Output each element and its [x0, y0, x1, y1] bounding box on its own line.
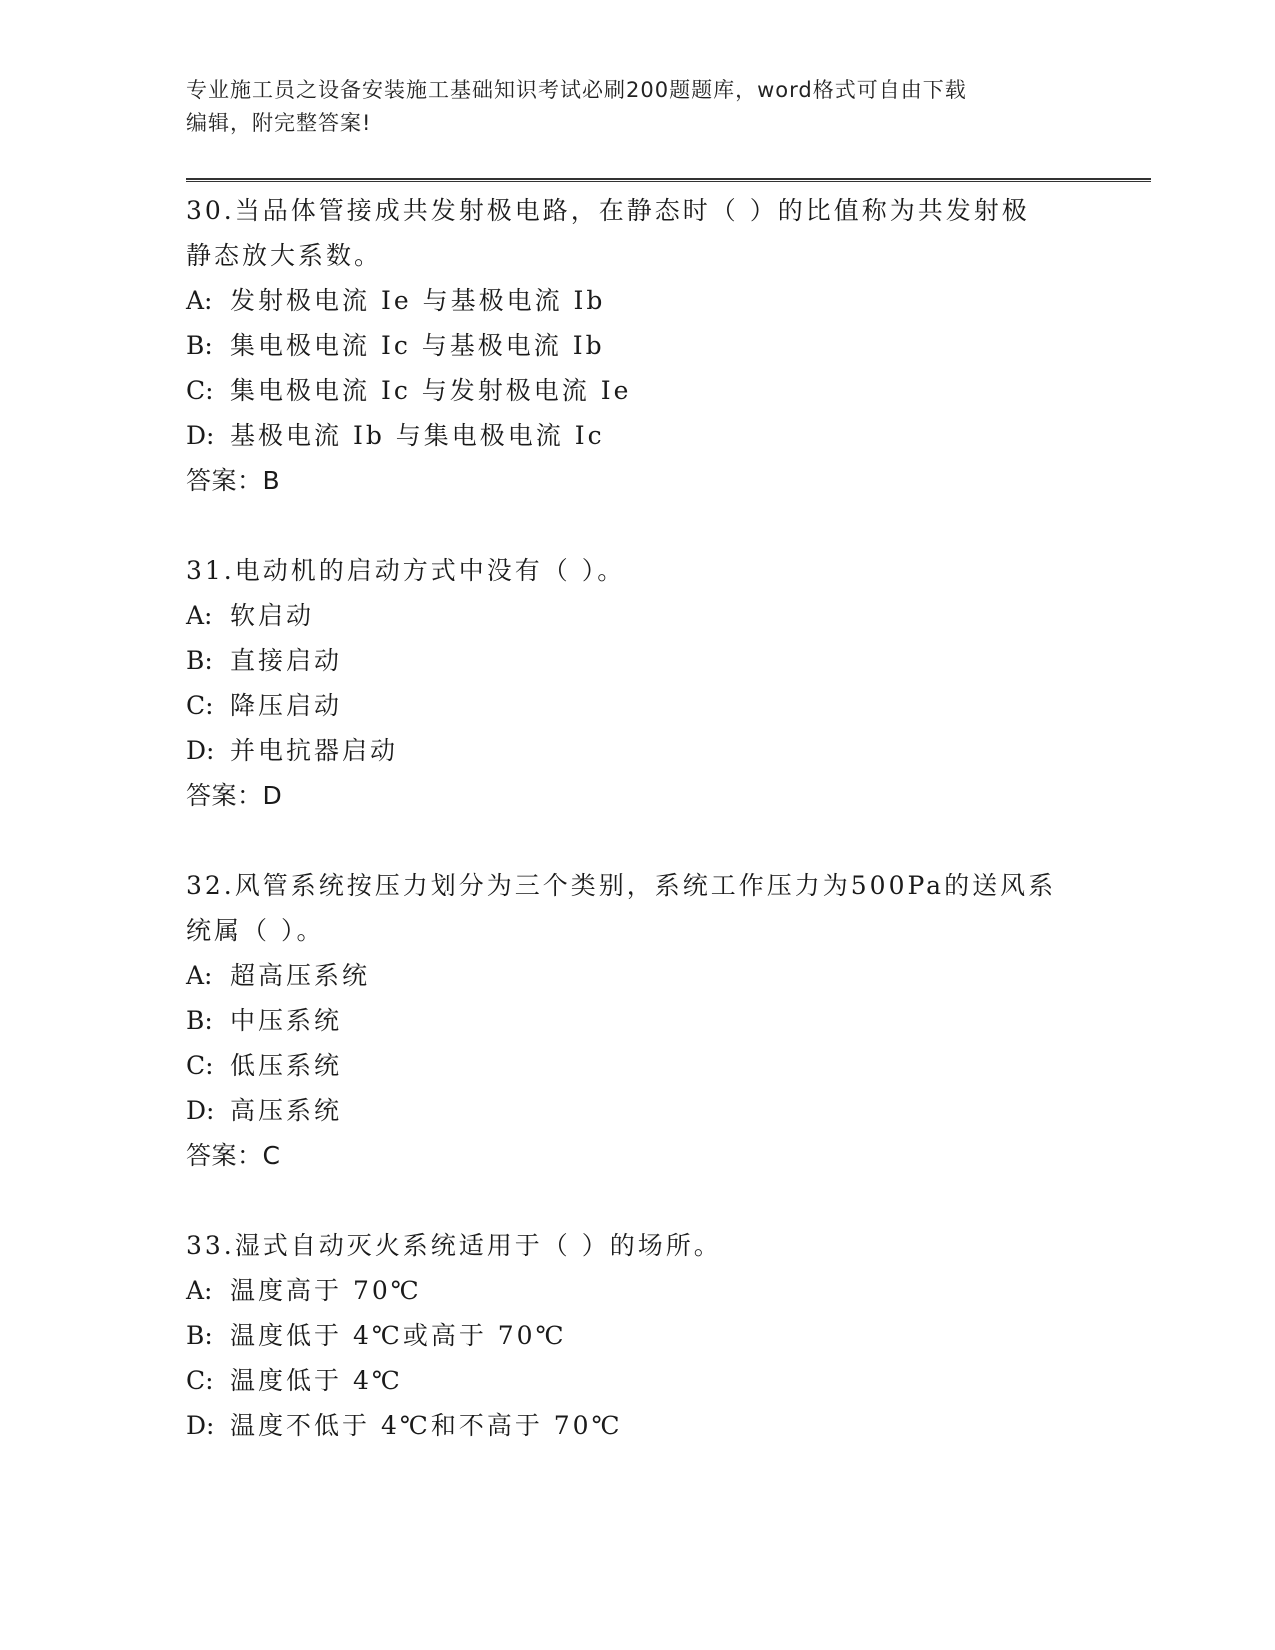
option-text: 软启动	[230, 601, 315, 630]
question-31	[186, 548, 1076, 818]
option-b	[186, 998, 1076, 1043]
option-text: 温度不低于 4℃和不高于 70℃	[230, 1411, 623, 1440]
question-stem-line-2: 静态放大系数。	[186, 241, 383, 270]
option-letter: C:	[186, 1051, 214, 1080]
question-stem-line-2: 统属（ ）。	[186, 916, 325, 945]
option-c	[186, 1043, 1076, 1088]
option-text: 低压系统	[230, 1051, 343, 1080]
option-letter: D:	[186, 1411, 215, 1440]
option-letter: A:	[186, 1276, 213, 1305]
option-text: 超高压系统	[230, 961, 371, 990]
question-33	[186, 1223, 1076, 1448]
option-letter: B:	[186, 331, 213, 360]
option-text: 高压系统	[230, 1096, 343, 1125]
option-b	[186, 323, 1076, 368]
question-stem-line-1: 30.当品体管接成共发射极电路，在静态时（ ）的比值称为共发射极	[186, 196, 1030, 225]
option-text: 降压启动	[230, 691, 343, 720]
option-letter: D:	[186, 1096, 215, 1125]
option-a	[186, 593, 1076, 638]
option-letter: C:	[186, 1366, 214, 1395]
question-list	[186, 188, 1076, 1493]
option-text: 基极电流 Ib 与集电极电流 Ic	[230, 421, 605, 450]
option-letter: B:	[186, 1006, 213, 1035]
answer-label: 答案：B	[186, 466, 281, 495]
option-text: 直接启动	[230, 646, 343, 675]
option-letter: C:	[186, 691, 214, 720]
option-b	[186, 1313, 1076, 1358]
question-32	[186, 863, 1076, 1178]
option-text: 发射极电流 Ie 与基极电流 Ib	[230, 286, 606, 315]
answer-label: 答案：D	[186, 781, 283, 810]
option-d	[186, 1403, 1076, 1448]
option-letter: C:	[186, 376, 214, 405]
question-stem-line-1: 33.湿式自动灭火系统适用于（ ）的场所。	[186, 1231, 722, 1260]
option-d	[186, 413, 1076, 458]
option-letter: D:	[186, 421, 215, 450]
option-text: 温度低于 4℃或高于 70℃	[230, 1321, 567, 1350]
option-c	[186, 683, 1076, 728]
option-text: 集电极电流 Ic 与基极电流 Ib	[230, 331, 605, 360]
header-line-2: 编辑，附完整答案!	[186, 111, 372, 135]
option-text: 并电抗器启动	[230, 736, 399, 765]
option-d	[186, 1088, 1076, 1133]
header-line-1: 专业施工员之设备安装施工基础知识考试必刷200题题库，word格式可自由下载	[186, 78, 967, 102]
option-a	[186, 1268, 1076, 1313]
question-stem-line-1: 31.电动机的启动方式中没有（ ）。	[186, 556, 626, 585]
option-d	[186, 728, 1076, 773]
option-a	[186, 278, 1076, 323]
option-letter: B:	[186, 646, 213, 675]
option-letter: A:	[186, 961, 213, 990]
option-letter: A:	[186, 286, 213, 315]
question-stem-line-1: 32.风管系统按压力划分为三个类别，系统工作压力为500Pa的送风系	[186, 871, 1057, 900]
option-c	[186, 368, 1076, 413]
option-a	[186, 953, 1076, 998]
answer-label: 答案：C	[186, 1141, 281, 1170]
option-letter: A:	[186, 601, 213, 630]
option-text: 温度高于 70℃	[230, 1276, 422, 1305]
header-divider	[186, 178, 1151, 182]
option-text: 集电极电流 Ic 与发射极电流 Ie	[230, 376, 632, 405]
document-header	[186, 74, 1066, 140]
option-letter: B:	[186, 1321, 213, 1350]
option-c	[186, 1358, 1076, 1403]
option-text: 中压系统	[230, 1006, 343, 1035]
option-letter: D:	[186, 736, 215, 765]
option-text: 温度低于 4℃	[230, 1366, 403, 1395]
question-30	[186, 188, 1076, 503]
option-b	[186, 638, 1076, 683]
